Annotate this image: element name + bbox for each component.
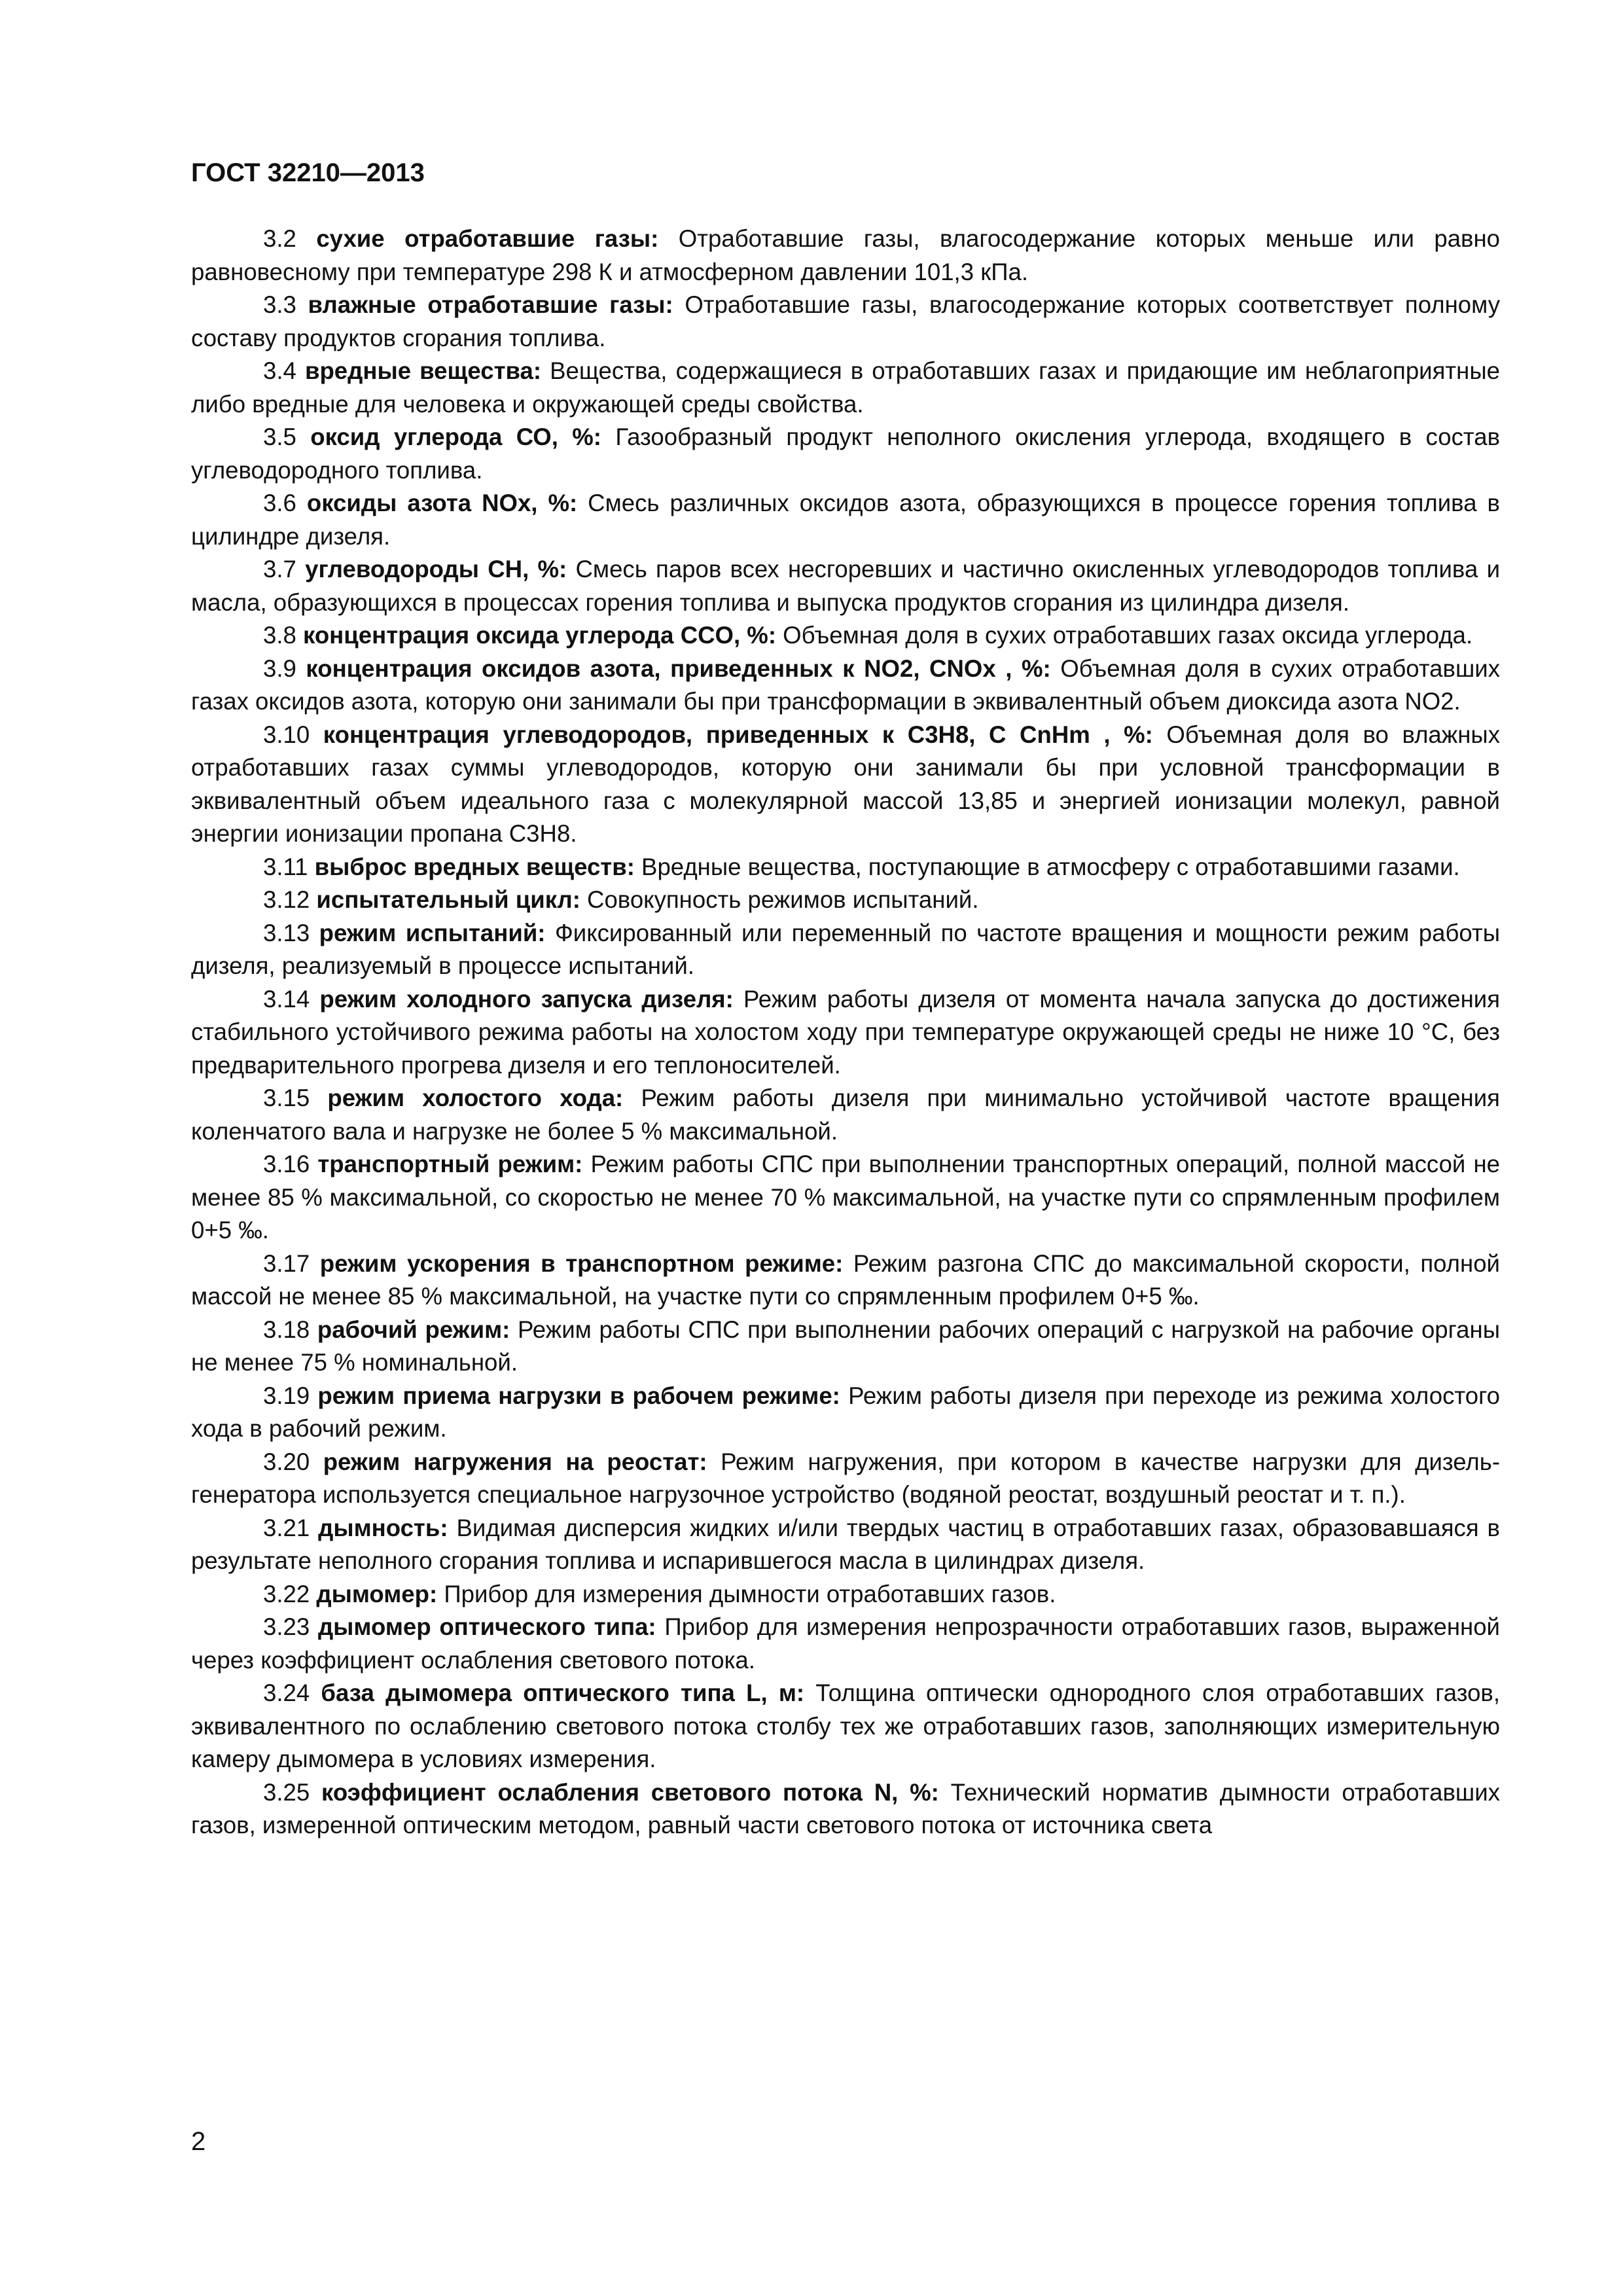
term: режим испытаний: [319,919,546,946]
term: коэффициент ослабления светового потока N, %: [321,1778,939,1806]
definition-text: Совокупность режимов испытаний. [580,886,979,913]
definition-3-11: 3.11 выброс вредных веществ: Вредные вещества, поступающие в атмосферу с отработавшими газами. [263,853,1460,880]
definition-3-7: 3.7 углеводороды СН, %: Смесь паров всех несгоревших и частично окисленных углеводородов топлива и масла, образующихся в процессах горения топлива и выпуска продуктов сгорания из цилиндра дизеля. [191,556,1500,616]
definition-3-22: 3.22 дымомер: Прибор для измерения дымности отработавших газов. [263,1580,1056,1607]
term: сухие отработавшие газы: [316,225,659,252]
definition-text: Режим нагружения, при котором в качестве нагрузки для дизель-генератора используется специальное нагрузочное устройство (водяной реостат, воздушный реостат и т. п.). [191,1448,1500,1508]
definition-text: Вредные вещества, поступающие в атмосферу с отработавшими газами. [634,853,1460,880]
term: дымомер: [316,1580,438,1607]
term: режим нагружения на реостат: [323,1448,707,1475]
definition-3-8: 3.8 концентрация оксида углерода CCO, %: Объемная доля в сухих отработавших газах оксида углерода. [263,622,1473,649]
definition-3-10: 3.10 концентрация углеводородов, приведенных к C3H8, C CnHm , %: Объемная доля во влажных отработавших газах суммы углеводородов, которую они занимали бы при условной трансформации в эквивалентный объем идеального газа с молекулярной массой 13,85 и энергией ионизации молекул, равной энергии ионизации пропана C3H8. [191,721,1500,847]
definition-3-24: 3.24 база дымомера оптического типа L, м: Толщина оптически однородного слоя отработавших газов, эквивалентного по ослаблению светового потока столбу тех же отработавших газов, заполняющих измерительную камеру дымомера в условиях измерения. [191,1679,1501,1772]
definition-3-3: 3.3 влажные отработавшие газы: Отработавшие газы, влагосодержание которых соответствует полному составу продуктов сгорания топлива. [191,291,1500,351]
term: выброс вредных веществ: [314,853,635,880]
definition-3-15: 3.15 режим холостого хода: Режим работы дизеля при минимально устойчивой частоте вращения коленчатого вала и нагрузке не более 5 % максимальной. [191,1085,1500,1145]
term: вредные вещества: [304,357,542,384]
term: транспортный режим: [317,1151,583,1177]
definition-text: Отработавшие газы, влагосодержание которых меньше или равно равновесному при температуре 298 К и атмосферном давлении 101,3 кПа. [191,225,1501,285]
definition-3-14: 3.14 режим холодного запуска дизеля: Режим работы дизеля от момента начала запуска до достижения стабильного устойчивого режима работы на холостом ходу при температуре окружающей среды не ниже 10 °С, без предварительного прогрева дизеля и его теплоносителей. [191,985,1501,1079]
term: база дымомера оптического типа L, м: [321,1679,805,1706]
definition-text: Прибор для измерения непрозрачности отработавших газов, выраженной через коэффициент ослабления светового потока. [191,1613,1500,1674]
definition-text: Режим работы дизеля от момента начала запуска до достижения стабильного устойчивого режима работы на холостом ходу при температуре окружающей среды не ниже 10 °С, без предварительного прогрева дизеля и его теплоносителей. [191,985,1501,1079]
definition-text: Режим работы дизеля при переходе из режима холостого хода в рабочий режим. [191,1382,1500,1442]
document-header: ГОСТ 32210—2013 [191,158,425,187]
term: режим приема нагрузки в рабочем режиме: [317,1382,840,1409]
term: режим ускорения в транспортном режиме: [319,1249,844,1277]
definition-text: Технический норматив дымности отработавших газов, измеренной оптическим методом, равный части светового потока от источника света [191,1778,1500,1839]
term: дымомер оптического типа: [317,1613,656,1640]
definition-text: Отработавшие газы, влагосодержание которых соответствует полному составу продуктов сгорания топлива. [191,291,1500,351]
definition-3-20: 3.20 режим нагружения на реостат: Режим нагружения, при котором в качестве нагрузки для дизель-генератора используется специальное нагрузочное устройство (водяной реостат, воздушный реостат и т. п.). [191,1448,1500,1508]
term: оксиды азота NOx, %: [306,490,578,516]
document-body [191,223,1500,1842]
definition-text: Объемная доля во влажных отработавших газах суммы углеводородов, которую они занимали бы при условной трансформации в эквивалентный объем идеального газа с молекулярной массой 13,85 и энергией ионизации молекул, равной энергии ионизации пропана C3H8. [191,721,1500,847]
definition-text: Объемная доля в сухих отработавших газах оксидов азота, которую они занимали бы при трансформации в эквивалентный объем диоксида азота NO2. [191,655,1501,715]
term: оксид углерода СО, %: [310,423,601,450]
definition-text: Видимая дисперсия жидких и/или твердых частиц в отработавших газах, образовавшаяся в результате неполного сгорания топлива и испарившегося масла в цилиндрах дизеля. [191,1514,1500,1574]
term: дымность: [318,1514,448,1541]
definition-3-18: 3.18 рабочий режим: Режим работы СПС при выполнении рабочих операций с нагрузкой на рабочие органы не менее 75 % номинальной. [191,1316,1501,1376]
definition-text: Газообразный продукт неполного окисления углерода, входящего в состав углеводородного топлива. [191,423,1501,484]
definition-3-21: 3.21 дымность: Видимая дисперсия жидких и/или твердых частиц в отработавших газах, образовавшаяся в результате неполного сгорания топлива и испарившегося масла в цилиндрах дизеля. [191,1514,1500,1574]
term: испытательный цикл: [316,886,580,913]
term: рабочий режим: [317,1316,510,1343]
term: концентрация оксида углерода CCO, %: [303,622,777,649]
definition-3-12: 3.12 испытательный цикл: Совокупность режимов испытаний. [263,886,979,913]
term: концентрация углеводородов, приведенных к C3H8, C CnHm , %: [323,721,1153,748]
definition-text: Прибор для измерения дымности отработавших газов. [437,1580,1056,1607]
term: углеводороды СН, %: [305,556,567,583]
definition-text: Объемная доля в сухих отработавших газах оксида углерода. [776,622,1473,649]
term: концентрация оксидов азота, приведенных к NO2, CNOx , %: [306,655,1051,682]
definition-3-17: 3.17 режим ускорения в транспортном режиме: Режим разгона СПС до максимальной скорости, полной массой не менее 85 % максимальной, на участке пути со спрямленным профилем 0+5 ‰. [191,1249,1500,1310]
definition-3-25: 3.25 коэффициент ослабления светового потока N, %: Технический норматив дымности отработавших газов, измеренной оптическим методом, равный части светового потока от источника света [191,1778,1500,1839]
definition-3-6: 3.6 оксиды азота NOx, %: Смесь различных оксидов азота, образующихся в процессе горения топлива в цилиндре дизеля. [191,490,1500,550]
definition-3-13: 3.13 режим испытаний: Фиксированный или переменный по частоте вращения и мощности режим работы дизеля, реализуемый в процессе испытаний. [191,919,1501,979]
definition-text: Толщина оптически однородного слоя отработавших газов, эквивалентного по ослаблению светового потока столбу тех же отработавших газов, заполняющих измерительную камеру дымомера в условиях измерения. [191,1679,1501,1772]
definition-3-16: 3.16 транспортный режим: Режим работы СПС при выполнении транспортных операций, полной массой не менее 85 % максимальной, со скоростью не менее 70 % максимальной, на участке пути со спрямленным профилем 0+5 ‰. [191,1151,1500,1244]
definition-3-9: 3.9 концентрация оксидов азота, приведенных к NO2, CNOx , %: Объемная доля в сухих отработавших газах оксидов азота, которую они занимали бы при трансформации в эквивалентный объем диоксида азота NO2. [191,655,1501,715]
definition-text: Фиксированный или переменный по частоте вращения и мощности режим работы дизеля, реализуемый в процессе испытаний. [191,919,1501,979]
definition-3-2: 3.2 сухие отработавшие газы: Отработавшие газы, влагосодержание которых меньше или равно равновесному при температуре 298 К и атмосферном давлении 101,3 кПа. [191,225,1501,285]
definition-text: Режим разгона СПС до максимальной скорости, полной массой не менее 85 % максимальной, на участке пути со спрямленным профилем 0+5 ‰. [191,1249,1500,1310]
definition-3-19: 3.19 режим приема нагрузки в рабочем режиме: Режим работы дизеля при переходе из режима холостого хода в рабочий режим. [191,1382,1500,1442]
definition-3-4: 3.4 вредные вещества: Вещества, содержащиеся в отработавших газах и придающие им неблагоприятные либо вредные для человека и окружающей среды свойства. [191,357,1500,418]
definition-3-5: 3.5 оксид углерода СО, %: Газообразный продукт неполного окисления углерода, входящего в состав углеводородного топлива. [191,423,1501,484]
definition-text: Режим работы СПС при выполнении транспортных операций, полной массой не менее 85 % максимальной, со скоростью не менее 70 % максимальной, на участке пути со спрямленным профилем 0+5 ‰. [191,1151,1500,1244]
definition-text: Режим работы дизеля при минимально устойчивой частоте вращения коленчатого вала и нагрузке не более 5 % максимальной. [191,1085,1500,1145]
definition-text: Режим работы СПС при выполнении рабочих операций с нагрузкой на рабочие органы не менее 75 % номинальной. [191,1316,1501,1376]
definition-text: Смесь паров всех несгоревших и частично окисленных углеводородов топлива и масла, образующихся в процессах горения топлива и выпуска продуктов сгорания из цилиндра дизеля. [191,556,1500,616]
term: режим холостого хода: [327,1085,624,1111]
definition-3-23: 3.23 дымомер оптического типа: Прибор для измерения непрозрачности отработавших газов, выраженной через коэффициент ослабления светового потока. [191,1613,1500,1674]
term: влажные отработавшие газы: [308,291,673,318]
term: режим холодного запуска дизеля: [319,985,734,1013]
page-number: 2 [191,2127,206,2156]
definition-text: Смесь различных оксидов азота, образующихся в процессе горения топлива в цилиндре дизеля. [191,490,1500,550]
definition-text: Вещества, содержащиеся в отработавших газах и придающие им неблагоприятные либо вредные для человека и окружающей среды свойства. [191,357,1500,418]
